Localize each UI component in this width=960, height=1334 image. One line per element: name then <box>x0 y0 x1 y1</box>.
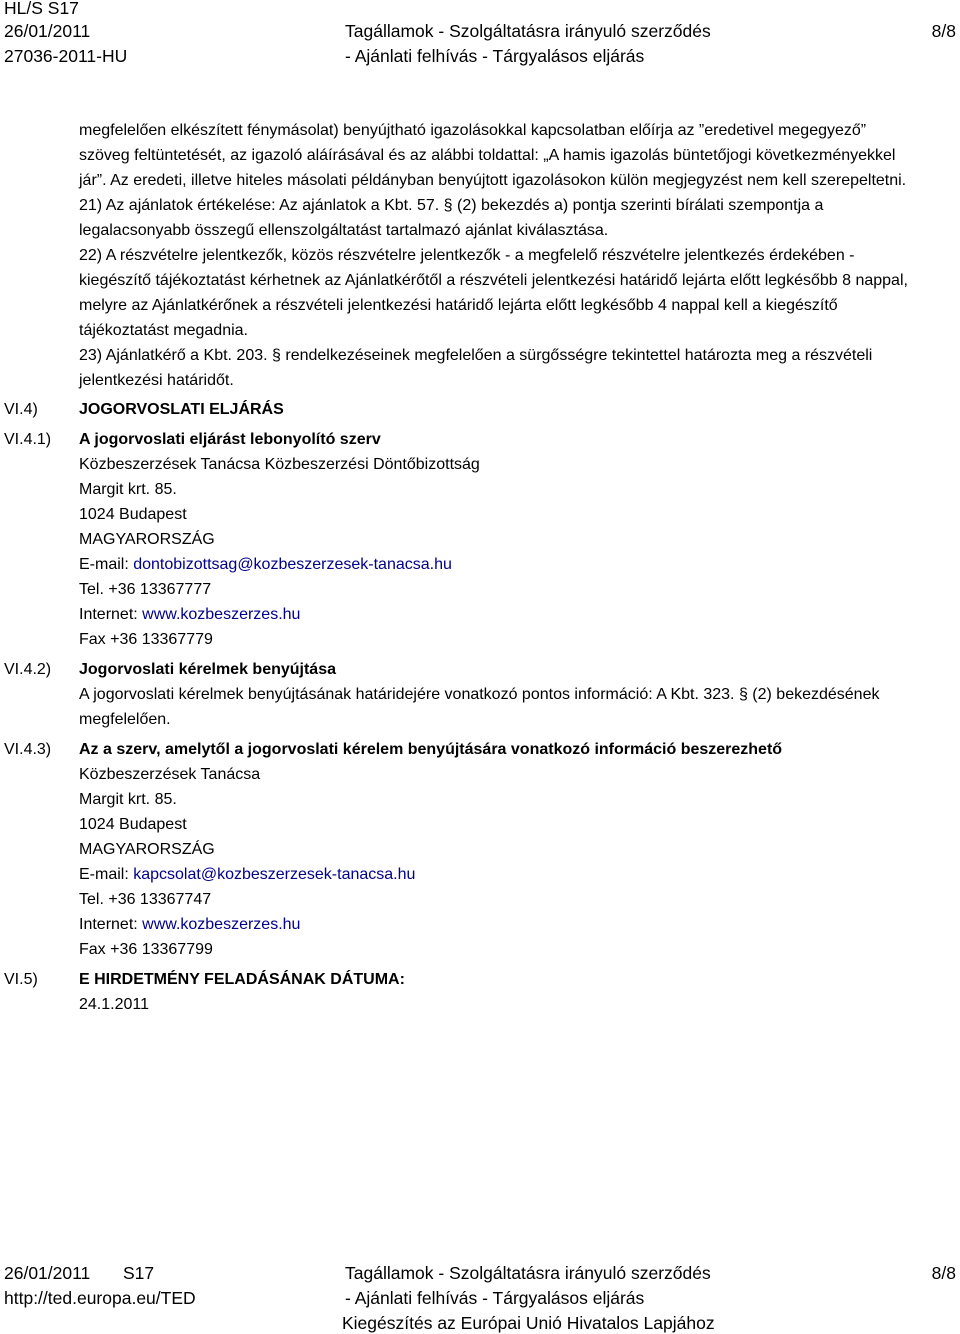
document-body <box>0 118 960 1017</box>
section-heading: Jogorvoslati kérelmek benyújtása <box>79 661 336 678</box>
internet-label: Internet: <box>79 916 143 933</box>
section-vi4 <box>0 397 960 422</box>
footer-title-line2: - Ajánlati felhívás - Tárgyalásos eljárás <box>345 1288 645 1308</box>
section-label: VI.4.1) <box>4 431 52 448</box>
section-vi43 <box>0 737 960 962</box>
section-label: VI.4) <box>4 401 38 418</box>
fax: Fax +36 13367779 <box>79 631 213 648</box>
section-heading: JOGORVOSLATI ELJÁRÁS <box>79 401 284 418</box>
footer-url[interactable]: http://ted.europa.eu/TED <box>4 1288 196 1308</box>
intro-section <box>0 118 960 393</box>
header-date: 26/01/2011 <box>4 21 91 41</box>
website-link[interactable]: www.kozbeszerzes.hu <box>142 916 301 933</box>
organisation-name: Közbeszerzések Tanácsa <box>79 766 261 783</box>
dispatch-date: 24.1.2011 <box>79 996 149 1013</box>
intro-paragraph-1: megfelelően elkészített fénymásolat) benyújtható igazolásokkal kapcsolatban előírja az ”eredetivel megegyező” szöveg feltüntetését, az igazoló aláírásával és az alábbi toldattal: „A hamis igazolás büntetőjogi következményekkel jár”. Az eredeti, illetve hiteles másolati példányban benyújtott igazolásokon külön megjegyzést nem kell szerepeltetni. <box>79 122 907 189</box>
internet-label: Internet: <box>79 606 143 623</box>
section-heading: A jogorvoslati eljárást lebonyolító szerv <box>79 431 381 448</box>
email-line <box>79 552 919 577</box>
header-ref: 27036-2011-HU <box>4 46 128 66</box>
street-address: Margit krt. 85. <box>79 481 177 498</box>
telephone: Tel. +36 13367747 <box>79 891 212 908</box>
internet-line <box>79 912 919 937</box>
city: 1024 Budapest <box>79 816 187 833</box>
section-heading: Az a szerv, amelytől a jogorvoslati kérelem benyújtására vonatkozó információ beszerezhető <box>79 741 783 758</box>
intro-paragraph-2: 21) Az ajánlatok értékelése: Az ajánlatok a Kbt. 57. § (2) bekezdés a) pontja szerinti bírálati szempontja a legalacsonyabb összegű ellenszolgáltatást tartalmazó ajánlat kiválasztása. <box>79 197 824 239</box>
email-line <box>79 862 919 887</box>
city: 1024 Budapest <box>79 506 187 523</box>
header-page-number: 8/8 <box>931 21 956 41</box>
email-link[interactable]: dontobizottsag@kozbeszerzesek-tanacsa.hu <box>133 556 452 573</box>
section-vi41 <box>0 427 960 652</box>
section-heading: E HIRDETMÉNY FELADÁSÁNAK DÁTUMA: <box>79 971 405 988</box>
organisation-name: Közbeszerzések Tanácsa Közbeszerzési Döntőbizottság <box>79 456 480 473</box>
telephone: Tel. +36 13367777 <box>79 581 212 598</box>
footer-series: S17 <box>123 1263 155 1283</box>
website-link[interactable]: www.kozbeszerzes.hu <box>142 606 301 623</box>
section-vi42 <box>0 657 960 732</box>
intro-paragraph-4: 23) Ajánlatkérő a Kbt. 203. § rendelkezéseinek megfelelően a sürgősségre tekintettel határozta meg a részvételi jelentkezési határidőt. <box>79 347 873 389</box>
header-title-line1: Tagállamok - Szolgáltatásra irányuló szerződés <box>345 21 711 41</box>
section-label: VI.4.3) <box>4 741 52 758</box>
email-label: E-mail: <box>79 556 134 573</box>
footer-date: 26/01/2011 <box>4 1263 91 1283</box>
section-label: VI.4.2) <box>4 661 52 678</box>
country: MAGYARORSZÁG <box>79 531 215 548</box>
section-vi5 <box>0 967 960 1017</box>
internet-line <box>79 602 919 627</box>
fax: Fax +36 13367799 <box>79 941 213 958</box>
footer-title-line1: Tagállamok - Szolgáltatásra irányuló szerződés <box>345 1263 711 1283</box>
street-address: Margit krt. 85. <box>79 791 177 808</box>
section-label: VI.5) <box>4 971 38 988</box>
header-series: HL/S S17 <box>4 0 79 18</box>
country: MAGYARORSZÁG <box>79 841 215 858</box>
header-title-line2: - Ajánlati felhívás - Tárgyalásos eljárás <box>345 46 645 66</box>
footer-page-number: 8/8 <box>931 1263 956 1283</box>
footer-title-line3: Kiegészítés az Európai Unió Hivatalos Lapjához <box>342 1313 715 1333</box>
email-link[interactable]: kapcsolat@kozbeszerzesek-tanacsa.hu <box>133 866 416 883</box>
intro-paragraph-3: 22) A részvételre jelentkezők, közös részvételre jelentkezők - a megfelelő részvételre jelentkezés érdekében - kiegészítő tájékoztatást kérhetnek az Ajánlatkérőtől a részvételi jelentkezési határidő lejárta előtt legkésőbb 8 nappal, melyre az Ajánlatkérőnek a részvételi jelentkezési határidő lejárta előtt legkésőbb 4 nappal kell a kiegészítő tájékoztatást megadnia. <box>79 247 908 339</box>
email-label: E-mail: <box>79 866 134 883</box>
section-text: A jogorvoslati kérelmek benyújtásának határidejére vonatkozó pontos információ: A Kbt. 323. § (2) bekezdésének megfelelően. <box>79 686 880 728</box>
page-header <box>0 0 960 70</box>
page-footer <box>0 1262 960 1334</box>
